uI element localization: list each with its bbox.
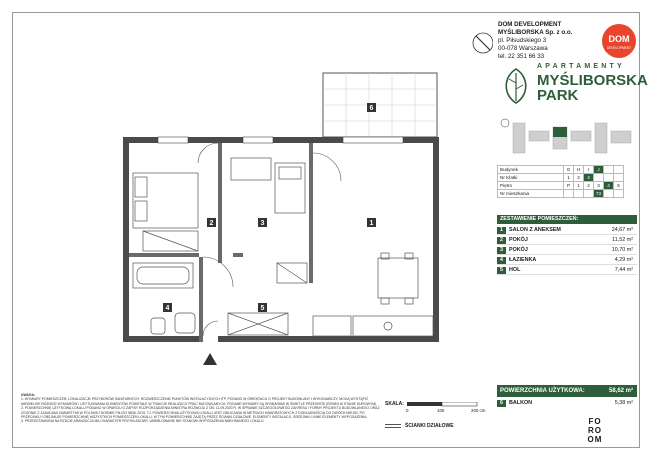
room-row: 5 HOL 7,44 m² — [497, 266, 637, 275]
location-grid — [497, 165, 624, 198]
brand-logo: APARTAMENTY MYŚLIBORSKA PARK — [497, 61, 637, 113]
grid-row-building: Budynek G H I J — [498, 166, 624, 174]
room-number-3 — [258, 218, 267, 227]
room-row: 2 POKÓJ 11,52 m² — [497, 236, 637, 245]
room-3-furniture — [231, 158, 307, 283]
svg-text:4: 4 — [165, 305, 170, 312]
scale-bar: SKALA: 0 100 200 cm — [385, 401, 486, 413]
wardrobe — [228, 313, 288, 335]
balcony-row: 6 BALKON 5,38 m² — [497, 399, 637, 408]
svg-text:1: 1 — [369, 220, 374, 227]
balcony — [323, 73, 437, 137]
floor-plan — [13, 13, 493, 393]
room-number-4 — [163, 303, 172, 312]
bathroom-fixtures — [133, 263, 195, 334]
company-address: DOM DEVELOPMENT MYŚLIBORSKA Sp. z o.o. pl. Piłsudskiego 3 00-078 Warszawa tel. 22 351 66 33 — [498, 21, 573, 60]
room-row: 3 POKÓJ 10,70 m² — [497, 246, 637, 255]
room-number-5 — [258, 303, 267, 312]
site-minimap — [499, 117, 637, 159]
dom-development-logo — [601, 23, 637, 59]
room-number-2 — [207, 218, 216, 227]
room-row: 1 SALON Z ANEKSEM 24,67 m² — [497, 226, 637, 235]
plan-sheet — [12, 12, 648, 448]
rooms-heading: ZESTAWIENIE POMIESZCZEŃ: — [497, 215, 637, 224]
svg-text:2: 2 — [209, 220, 214, 227]
grid-row-floor: Piętro P 1 2 3 4 5 — [498, 182, 624, 190]
room-number-1 — [367, 218, 376, 227]
entrance-arrow — [203, 353, 217, 365]
svg-text:5: 5 — [260, 305, 265, 312]
leaf-icon — [499, 67, 533, 105]
forom-logo: FO RO OM — [587, 417, 603, 444]
svg-text:3: 3 — [260, 220, 265, 227]
grid-row-staircase: Nr Klatki 1 2 3 — [498, 174, 624, 182]
room-number-6 — [367, 103, 376, 112]
living-room-furniture — [313, 253, 433, 336]
svg-text:6: 6 — [369, 105, 374, 112]
grid-row-apartment: Nr mieszkania 73 — [498, 190, 624, 198]
bed-room-2 — [133, 173, 198, 251]
svg-text:DEVELOPMENT: DEVELOPMENT — [606, 46, 632, 50]
room-row: 4 ŁAZIENKA 4,29 m² — [497, 256, 637, 265]
compass-icon — [473, 33, 493, 53]
walls-legend: ŚCIANKI DZIAŁOWE — [385, 423, 454, 429]
total-area: POWIERZCHNIA UŻYTKOWA: 58,62 m² — [497, 385, 637, 397]
svg-text:DOM: DOM — [608, 34, 630, 44]
legal-notes: UWAGA: 1. WYMIARY POMIESZCZEŃ, LOKALIZACJE PRZYBORÓW SANITARNYCH, ROZMIESZCZENIE PUNKTÓW INSTALACYJNYCH ITP. PODANO W ORIENTACJI O PROJEKT BUDOWLANY I WYKONAWCZY. MOGĄ WYSTĄPIĆ NIEWIELKIE RÓŻNICE WYMIARÓW I USYTUOWANIA ELEMENTÓW POWSTAŁE W TRAKCIE REALIZACJI PRAC BUDOWLANYCH. PODANE WYMIARY SĄ WYMIARAMI W ŚWIETLE PRZEGRÓD (RÓWNI W STANIE SUROWYM). 2. POWIERZCHNIĘ UŻYTKOWĄ LOKALU PODANO W OPARCIU O ZAPISY ROZPORZĄDZENIA MINISTRA ROZWOJU Z DN. 11.09.2020 R. W SPRAWIE SZCZEGÓŁOWEGO ZAKRESU I FORMY PROJEKTU BUDOWLANEGO ORAZ ZGODNIE Z ZASADAMI ZAWARTYMI W POLSKIEJ NORMIE PN-ISO 9836: 2015. TJ. POWIERZCHNIA UŻYTKOWA LOKALU JEST OBLICZANA W METRACH KWADRATOWYCH Z DOKŁADNOŚCIĄ DO DWÓCH MIEJSC PO PRZECINKU I OBEJMUJE POWIERZCHNIĘ WSZYSTKICH POMIESZCZEŃ LOKALU, W TYM POWIERZCHNIĘ ZAJĘTĄ PRZEZ ŚCIANKI DZIAŁOWE, ELEMENTY INSTALACJI, GRZEJNIKI I INNE ELEMENTY WYPOSAŻENIA. 3. PRZEDSTAWIONA NA RZUCIE ARANŻACJA MA CHARAKTER PRZYKŁADOWY, UMEBLOWANIE NIE STANOWI WYPOSAŻENIA NABYWANEGO LOKALU. — [21, 393, 380, 424]
